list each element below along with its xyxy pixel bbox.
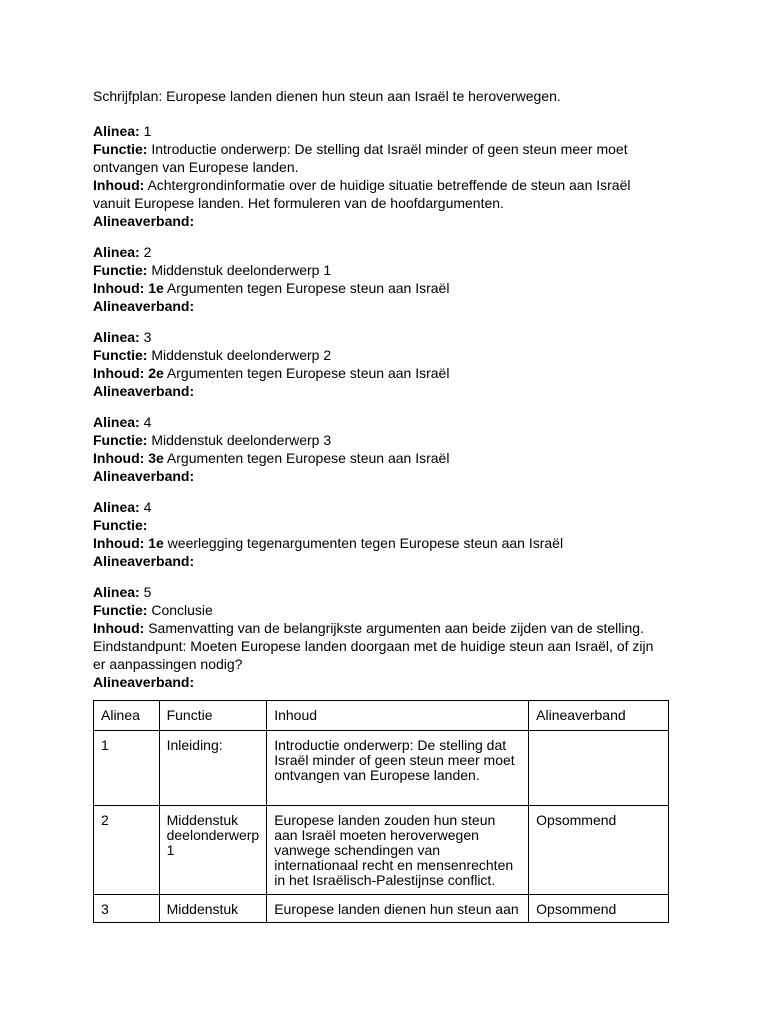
cell-functie: Middenstuk deelonderwerp 1: [159, 806, 267, 895]
writing-plan-table: [93, 700, 669, 923]
cell-functie: Middenstuk: [159, 895, 267, 923]
inhoud-text: weerlegging tegenargumenten tegen Europese steun aan Israël: [167, 535, 564, 551]
inhoud-text-cont2: er aanpassingen nodig?: [93, 656, 243, 672]
alinea-label: Alinea:: [93, 329, 140, 345]
functie-label: Functie:: [93, 517, 148, 533]
alineaverband-label: Alineaverband:: [93, 674, 195, 690]
functie-label: Functie:: [93, 602, 148, 618]
functie-text: Middenstuk deelonderwerp 1: [151, 262, 332, 278]
functie-label: Functie:: [93, 141, 148, 157]
inhoud-ordinal: 1e: [148, 280, 164, 296]
inhoud-text-cont: vanuit Europese landen. Het formuleren van de hoofdargumenten.: [93, 195, 504, 211]
inhoud-text: Samenvatting van de belangrijkste argumenten aan beide zijden van de stelling.: [148, 620, 644, 636]
functie-text: Middenstuk deelonderwerp 3: [151, 432, 332, 448]
header-alinea: Alinea: [94, 701, 160, 731]
alinea-label: Alinea:: [93, 244, 140, 260]
paragraph-plan-1: [93, 122, 683, 230]
inhoud-text: Argumenten tegen Europese steun aan Israël: [166, 280, 450, 296]
alinea-number: 3: [143, 329, 152, 345]
inhoud-label: Inhoud:: [93, 450, 145, 466]
alineaverband-label: Alineaverband:: [93, 553, 195, 569]
cell-inhoud: Introductie onderwerp: De stelling dat Israël minder of geen steun meer moet ontvangen van Europese landen.: [267, 731, 529, 806]
functie-text-cont: ontvangen van Europese landen.: [93, 159, 299, 175]
alinea-number: 4: [143, 414, 152, 430]
functie-text: Middenstuk deelonderwerp 2: [151, 347, 332, 363]
document-title: Schrijfplan: Europese landen dienen hun steun aan Israël te heroverwegen.: [93, 88, 561, 104]
inhoud-ordinal: 3e: [148, 450, 164, 466]
table-header-row: [94, 701, 669, 731]
cell-alinea: 1: [94, 731, 160, 806]
paragraph-plan-3: [93, 328, 683, 400]
inhoud-text-cont: Eindstandpunt: Moeten Europese landen doorgaan met de huidige steun aan Israël, of zijn: [93, 638, 654, 654]
inhoud-label: Inhoud:: [93, 365, 145, 381]
alinea-label: Alinea:: [93, 584, 140, 600]
functie-label: Functie:: [93, 347, 148, 363]
paragraph-plan-5: [93, 583, 683, 691]
cell-inhoud: Europese landen zouden hun steun aan Israël moeten heroverwegen vanwege schendingen van internationaal recht en mensenrechten in het Israëlisch-Palestijnse conflict.: [267, 806, 529, 895]
cell-inhoud: Europese landen dienen hun steun aan: [267, 895, 529, 923]
alinea-number: 4: [143, 499, 152, 515]
functie-text: Conclusie: [151, 602, 213, 618]
inhoud-ordinal: 2e: [148, 365, 164, 381]
header-alineaverband: Alineaverband: [529, 701, 669, 731]
alineaverband-label: Alineaverband:: [93, 298, 195, 314]
cell-alinea: 3: [94, 895, 160, 923]
alineaverband-label: Alineaverband:: [93, 213, 195, 229]
header-inhoud: Inhoud: [267, 701, 529, 731]
inhoud-label: Inhoud:: [93, 177, 145, 193]
document-page: [93, 87, 683, 704]
cell-alineaverband: Opsommend: [529, 806, 669, 895]
functie-label: Functie:: [93, 262, 148, 278]
inhoud-text: Argumenten tegen Europese steun aan Israël: [166, 450, 450, 466]
header-functie: Functie: [159, 701, 267, 731]
cell-alineaverband: [529, 731, 669, 806]
cell-alinea: 2: [94, 806, 160, 895]
alinea-label: Alinea:: [93, 414, 140, 430]
cell-functie: Inleiding:: [159, 731, 267, 806]
alinea-label: Alinea:: [93, 123, 140, 139]
inhoud-text: Argumenten tegen Europese steun aan Israël: [166, 365, 450, 381]
paragraph-plan-4b: [93, 498, 683, 570]
alinea-number: 1: [143, 123, 152, 139]
table-row: [94, 895, 669, 923]
cell-alineaverband: Opsommend: [529, 895, 669, 923]
alinea-number: 5: [143, 584, 152, 600]
paragraph-plan-4: [93, 413, 683, 485]
functie-label: Functie:: [93, 432, 148, 448]
inhoud-label: Inhoud:: [93, 280, 145, 296]
alineaverband-label: Alineaverband:: [93, 468, 195, 484]
table-row: [94, 731, 669, 806]
inhoud-label: Inhoud:: [93, 620, 145, 636]
inhoud-label: Inhoud:: [93, 535, 145, 551]
alinea-label: Alinea:: [93, 499, 140, 515]
alineaverband-label: Alineaverband:: [93, 383, 195, 399]
functie-text: Introductie onderwerp: De stelling dat Israël minder of geen steun meer moet: [151, 141, 628, 157]
inhoud-text: Achtergrondinformatie over de huidige situatie betreffende de steun aan Israël: [147, 177, 631, 193]
alinea-number: 2: [143, 244, 152, 260]
inhoud-ordinal: 1e: [148, 535, 164, 551]
table-row: [94, 806, 669, 895]
paragraph-plan-2: [93, 243, 683, 315]
